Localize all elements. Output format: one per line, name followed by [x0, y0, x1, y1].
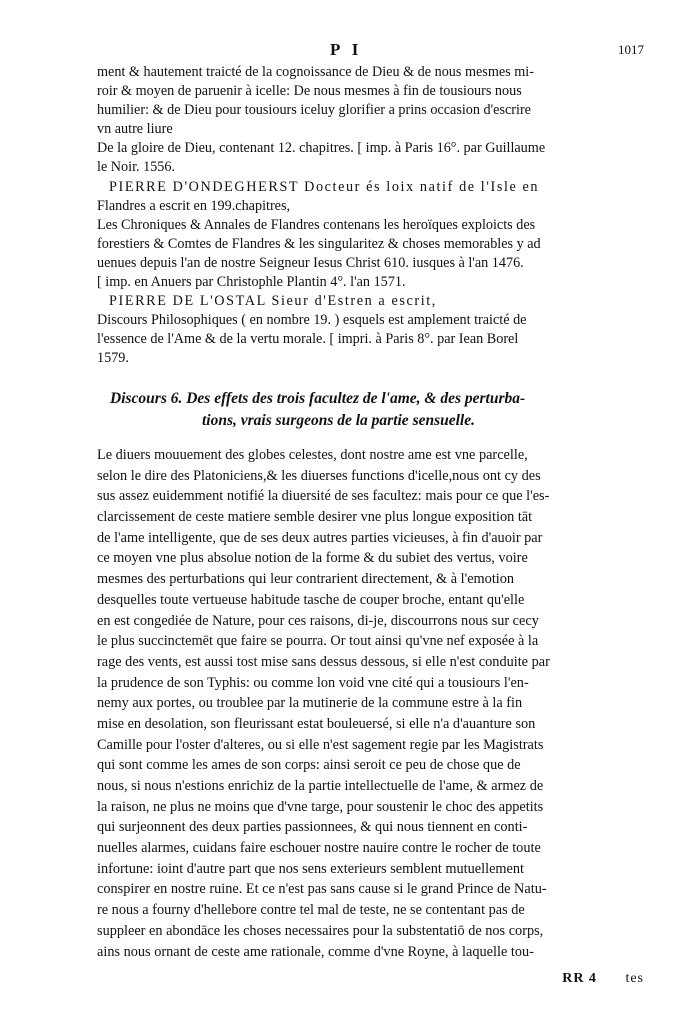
body-line: desquelles toute vertueuse habitude tasche de couper broche, entant qu'elle — [97, 591, 525, 608]
bibliography-entries — [97, 63, 645, 369]
section-heading — [110, 388, 650, 432]
text-line: le Noir. 1556. — [97, 159, 176, 176]
page-footer — [562, 971, 644, 987]
page-number: 1017 — [618, 42, 644, 57]
body-line: re nous a fourny d'hellebore contre tel mal de teste, ne se contentant pas de — [97, 902, 525, 919]
body-line: ains nous ornant de ceste ame rationale, comme d'vne Royne, à laquelle tou- — [97, 943, 534, 960]
body-line: sus assez euidemment notifié la diuersité de ses facultez: mais pour ce que l'es- — [97, 488, 550, 505]
text-line: De la gloire de Dieu, contenant 12. chapitres. [ imp. à Paris 16°. par Guillaume — [97, 140, 546, 157]
text-line: Discours Philosophiques ( en nombre 19. ) esquels est amplement traicté de — [97, 312, 527, 329]
text-line: forestiers & Comtes de Flandres & les singularitez & choses memorables y ad — [97, 235, 541, 252]
body-line: mise en desolation, son fleurissant estat bouleuersé, si elle n'a d'auanture son — [97, 715, 536, 732]
text-line: [ imp. en Anuers par Christophle Plantin 4°. l'an 1571. — [97, 274, 406, 291]
heading-line: tions, vrais surgeons de la partie sensuelle. — [202, 412, 475, 429]
body-line: infortune: ioint d'autre part que nos sens exterieurs semblent mutuellement — [97, 860, 525, 877]
text-line: Flandres a escrit en 199.chapitres, — [97, 197, 291, 214]
body-line: la prudence de son Typhis: ou comme lon void vne cité qui a tousiours l'en- — [97, 674, 529, 691]
body-line: qui surjeonnent des deux parties passionnees, & qui nous tiennent en conti- — [97, 819, 528, 836]
body-line: Camille pour l'oster d'alteres, ou si elle n'est sagement regie par les Magistrats — [97, 736, 544, 753]
body-line: qui sont comme les ames de son corps: ainsi seroit ce peu de chose que de — [97, 757, 521, 774]
text-line: uenues depuis l'an de nostre Seigneur Iesus Christ 610. iusques à l'an 1476. — [97, 254, 524, 271]
heading-line: Discours 6. Des effets des trois facultez de l'ame, & des perturba- — [110, 390, 526, 407]
body-line: rage des vents, est aussi tost mise sans dessus dessous, si elle n'est conduite par — [97, 653, 550, 670]
page-header — [0, 40, 696, 64]
text-line: 1579. — [97, 350, 129, 367]
text-line: vn autre liure — [97, 121, 173, 138]
running-head: P I — [330, 40, 363, 59]
text-line: l'essence de l'Ame & de la vertu morale. [ impri. à Paris 8°. par Iean Borel — [97, 331, 519, 348]
body-line: la raison, ne plus ne moins que d'vne targe, pour soustenir le choc des appetits — [97, 798, 544, 815]
text-line: humilier: & de Dieu pour tousiours iceluy glorifier a prins occasion d'escrire — [97, 102, 531, 119]
body-line: mesmes des perturbations qui leur contrarient directement, & à l'emotion — [97, 571, 515, 588]
body-line: de l'ame intelligente, que de ses deux autres parties vicieuses, à fin d'auoir par — [97, 529, 543, 546]
body-line: conspirer en nostre ruine. Et ce n'est pas sans cause si le grand Prince de Natu- — [97, 881, 547, 898]
body-line: nemy aux portes, ou troublee par la mutinerie de la commune estre à la fin — [97, 695, 523, 712]
body-line: en est congediée de Nature, pour ces raisons, di-je, discourrons nous sur cecy — [97, 612, 539, 629]
body-line: suppleer en abondāce les choses necessaires pour la substentatiō de nos corps, — [97, 922, 544, 939]
body-line: clarcissement de ceste matiere semble desirer vne plus longue exposition tāt — [97, 509, 533, 526]
author-line: PIERRE D'ONDEGHERST Docteur és loix natif de l'Isle en — [109, 178, 540, 195]
author-line: PIERRE DE L'OSTAL Sieur d'Estren a escrit, — [109, 293, 437, 310]
body-line: nous, si nous n'estions enrichiz de la partie intellectuelle de l'ame, & armez de — [97, 778, 544, 794]
signature-mark: RR 4 — [562, 971, 597, 986]
catchword: tes — [625, 971, 644, 986]
text-line: ment & hautement traicté de la cognoissance de Dieu & de nous mesmes mi- — [97, 64, 534, 80]
body-line: Le diuers mouuement des globes celestes, dont nostre ame est vne parcelle, — [97, 447, 528, 463]
body-text — [97, 445, 645, 962]
body-line: le plus succinctemēt que faire se pourra. Or tout ainsi qu'vne nef exposée à la — [97, 633, 539, 650]
body-line: ce moyen vne plus absolue notion de la forme & du subiet des vertus, voire — [97, 550, 528, 567]
body-line: selon le dire des Platoniciens,& les diuerses functions d'icelle,nous ont cy des — [97, 467, 541, 484]
text-line: roir & moyen de paruenir à icelle: De nous mesmes à fin de tousiours nous — [97, 83, 522, 100]
body-line: nuelles alarmes, cuidans faire eschouer nostre nauire contre le rocher de toute — [97, 840, 541, 857]
text-line: Les Chroniques & Annales de Flandres contenans les heroïques exploicts des — [97, 216, 536, 233]
